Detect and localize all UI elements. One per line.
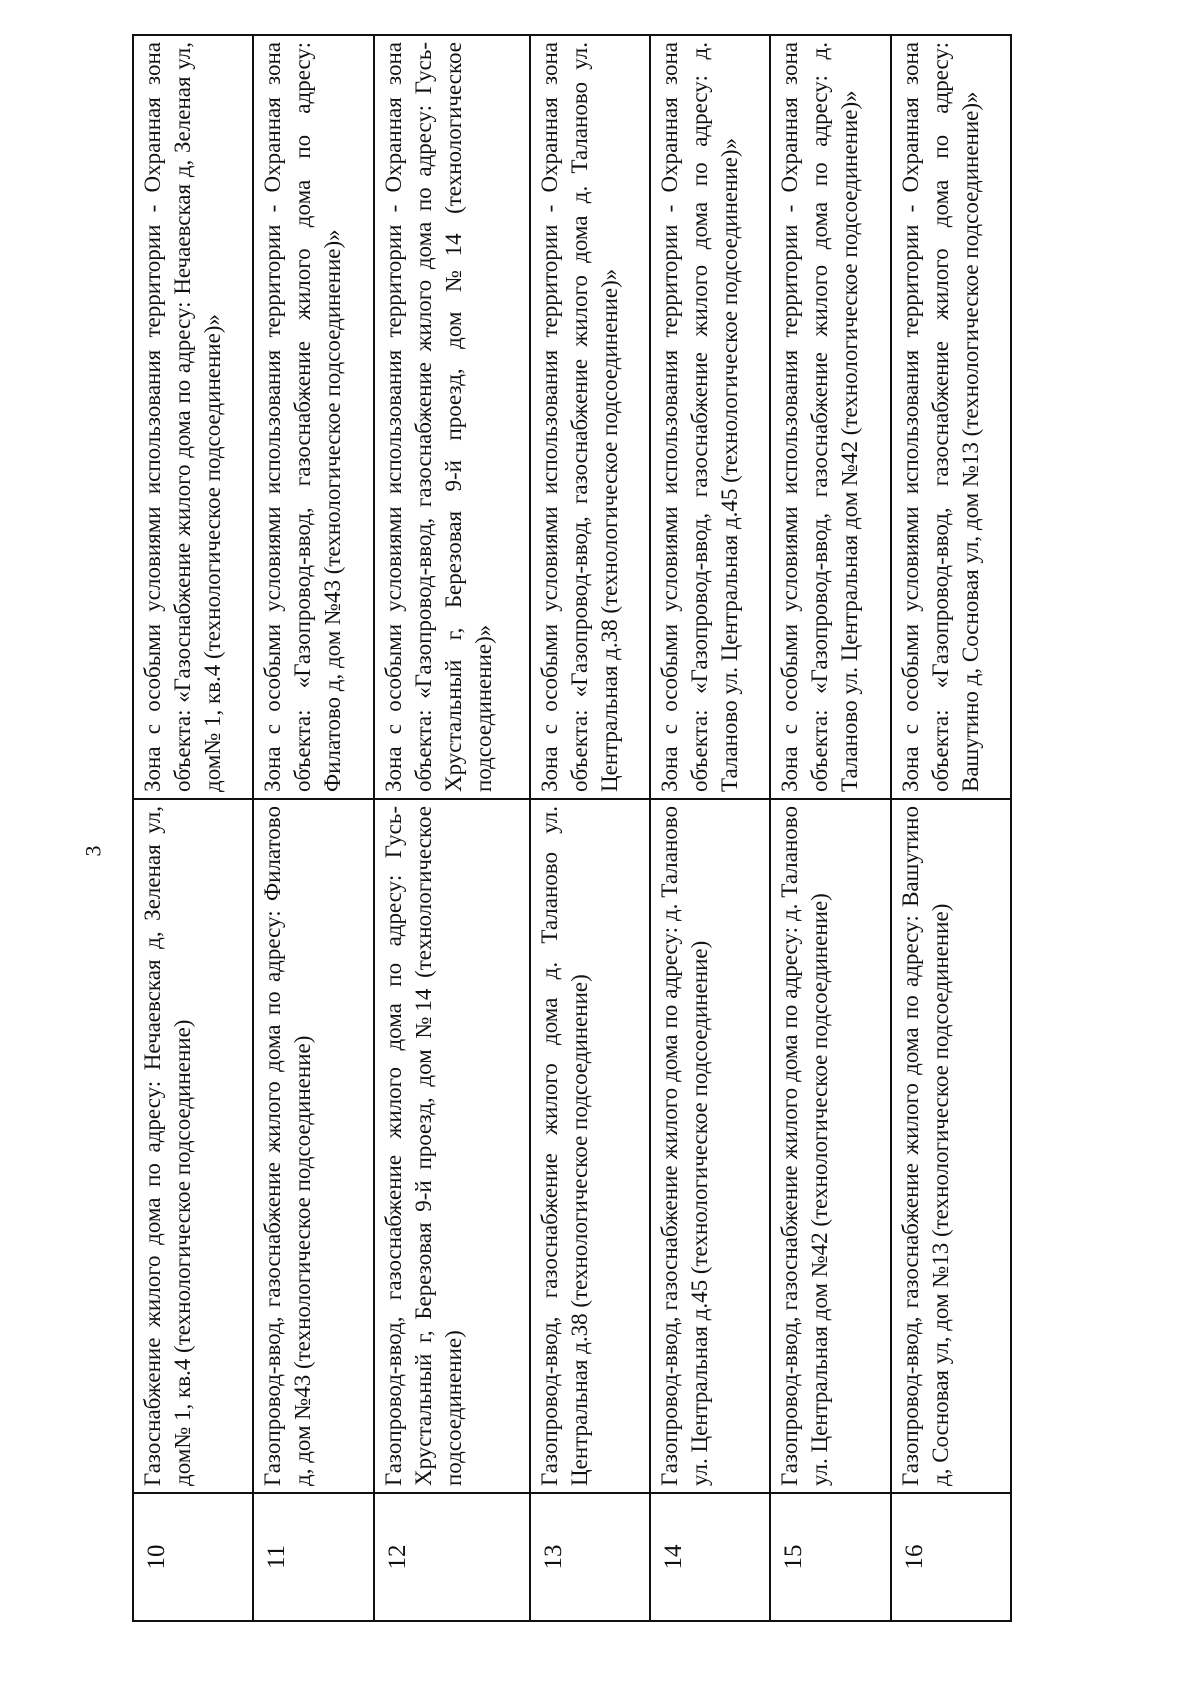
protection-zone-cell: Зона с особыми условиями использования территории - Охранная зона объекта: «Газопровод-ввод, газоснабжение жилого дома по адресу: д. Таланово ул. Центральная д.45 (технологическое подсоединение)» (650, 35, 770, 799)
table-row (891, 35, 1011, 1621)
gas-objects-table (132, 34, 1012, 1622)
rotated-table-container (132, 36, 1012, 1622)
row-number: 15 (770, 1493, 890, 1621)
table-row (133, 35, 253, 1621)
row-number: 14 (650, 1493, 770, 1621)
object-name-cell: Газопровод-ввод, газоснабжение жилого дома д. Таланово ул. Центральная д.38 (технологическое подсоединение) (530, 799, 650, 1493)
table-row (530, 35, 650, 1621)
object-name-cell: Газопровод-ввод, газоснабжение жилого дома по адресу: Вашутино д, Сосновая ул, дом №13 (технологическое подсоединение) (891, 799, 1011, 1493)
protection-zone-cell: Зона с особыми условиями использования территории - Охранная зона объекта: «Газопровод-ввод, газоснабжение жилого дома д. Таланово ул. Центральная д.38 (технологическое подсоединение)» (530, 35, 650, 799)
object-name-cell: Газоснабжение жилого дома по адресу: Нечаевская д, Зеленая ул, дом№ 1, кв.4 (технологическое подсоединение) (133, 799, 253, 1493)
table-row (374, 35, 530, 1621)
protection-zone-cell: Зона с особыми условиями использования территории - Охранная зона объекта: «Газопровод-ввод, газоснабжение жилого дома по адресу: Филатово д, дом №43 (технологическое подсоединение)» (253, 35, 373, 799)
row-number: 11 (253, 1493, 373, 1621)
object-name-cell: Газопровод-ввод, газоснабжение жилого дома по адресу: д. Таланово ул. Центральная д.45 (технологическое подсоединение) (650, 799, 770, 1493)
row-number: 16 (891, 1493, 1011, 1621)
table-row (650, 35, 770, 1621)
protection-zone-cell: Зона с особыми условиями использования территории - Охранная зона объекта: «Газопровод-ввод, газоснабжение жилого дома по адресу: д. Таланово ул. Центральная дом №42 (технологическое подсоединение)» (770, 35, 890, 799)
page-number: 3 (80, 845, 106, 857)
row-number: 12 (374, 1493, 530, 1621)
protection-zone-cell: Зона с особыми условиями использования территории - Охранная зона объекта: «Газопровод-ввод, газоснабжение жилого дома по адресу: Гусь-Хрустальный г, Березовая 9-й проезд, дом №14 (технологическое подсоединение)» (374, 35, 530, 799)
row-number: 10 (133, 1493, 253, 1621)
protection-zone-cell: Зона с особыми условиями использования территории - Охранная зона объекта: «Газопровод-ввод, газоснабжение жилого дома по адресу: Вашутино д, Сосновая ул, дом №13 (технологическое подсоединение)» (891, 35, 1011, 799)
object-name-cell: Газопровод-ввод, газоснабжение жилого дома по адресу: Филатово д, дом №43 (технологическое подсоединение) (253, 799, 373, 1493)
row-number: 13 (530, 1493, 650, 1621)
protection-zone-cell: Зона с особыми условиями использования территории - Охранная зона объекта: «Газоснабжение жилого дома по адресу: Нечаевская д, Зеленая ул, дом№ 1, кв.4 (технологическое подсоединение)» (133, 35, 253, 799)
object-name-cell: Газопровод-ввод, газоснабжение жилого дома по адресу: д. Таланово ул. Центральная дом №42 (технологическое подсоединение) (770, 799, 890, 1493)
object-name-cell: Газопровод-ввод, газоснабжение жилого дома по адресу: Гусь-Хрустальный г, Березовая 9-й проезд, дом №14 (технологическое подсоединение) (374, 799, 530, 1493)
table-row (770, 35, 890, 1621)
table-row (253, 35, 373, 1621)
